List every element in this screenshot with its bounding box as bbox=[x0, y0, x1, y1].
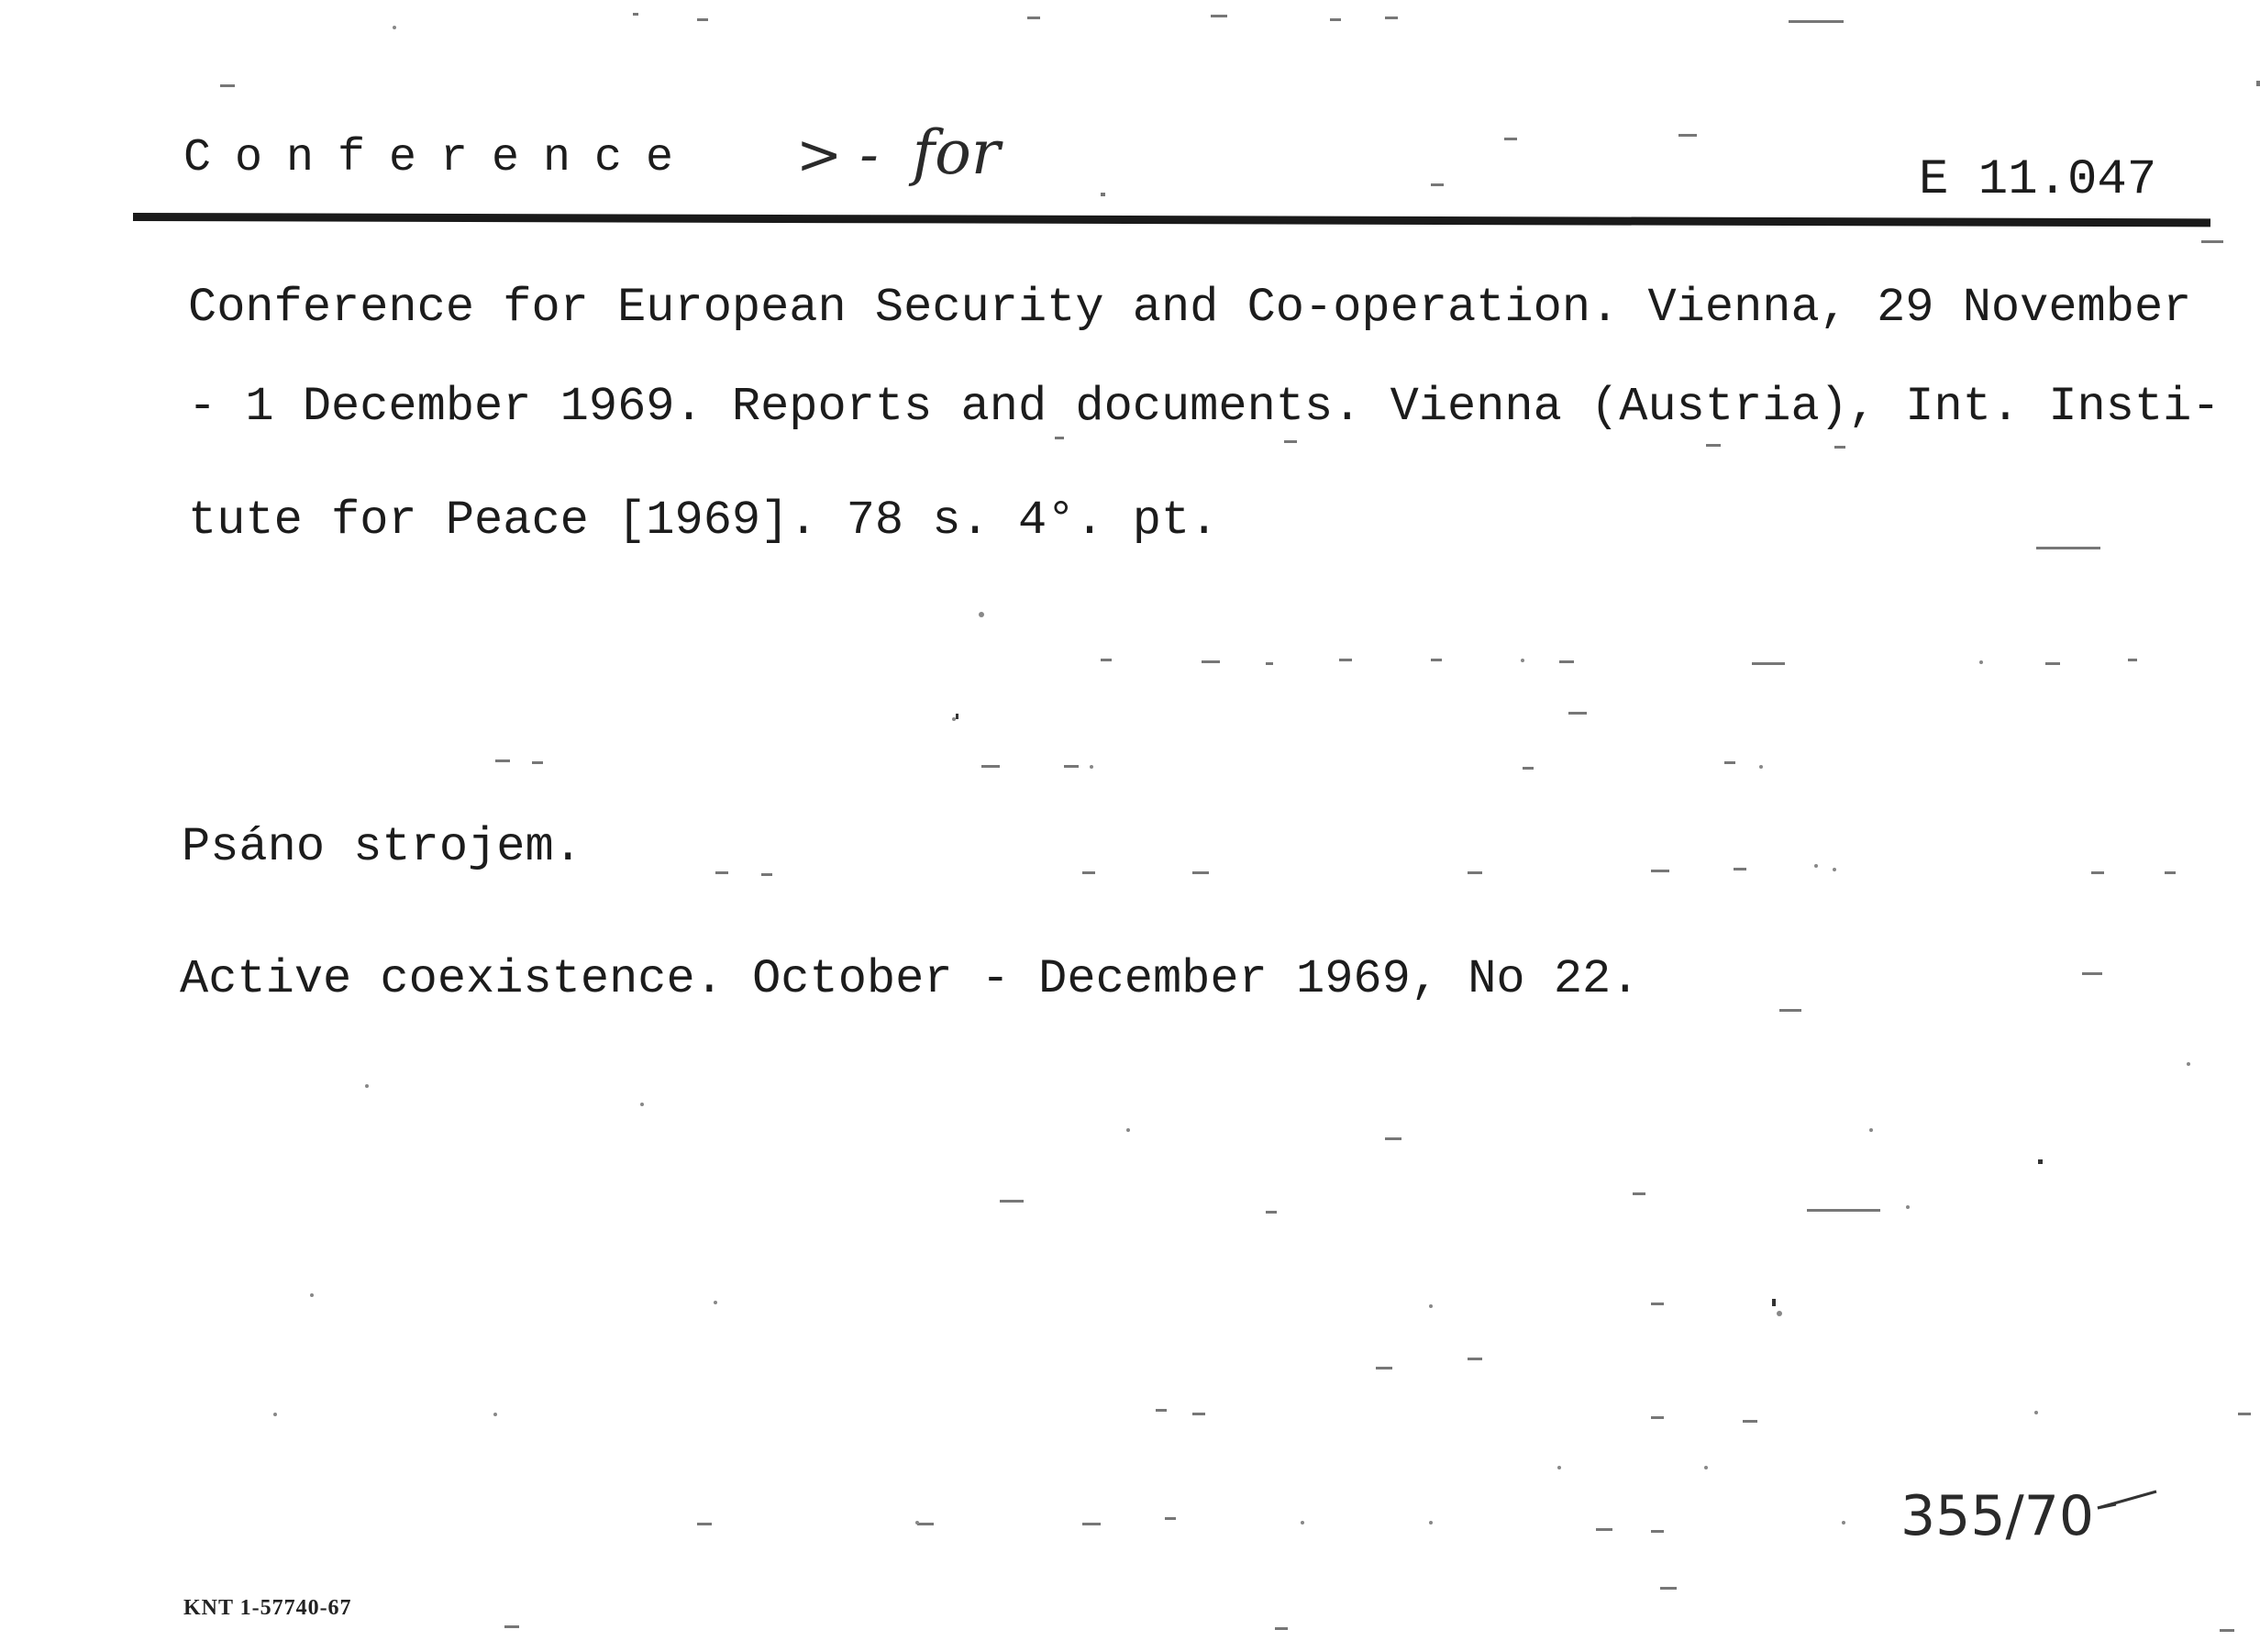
handwritten-word: for bbox=[912, 117, 1001, 188]
handwritten-dash: - bbox=[859, 123, 879, 187]
note-typed: Psáno strojem. bbox=[182, 820, 582, 874]
handwritten-annotation bbox=[796, 117, 1000, 188]
note-series: Active coexistence. October - December 1969, No 22. bbox=[180, 952, 1640, 1006]
card-heading: Conference bbox=[183, 132, 698, 184]
entry-line-3: tute for Peace [1969]. 78 s. 4°. pt. bbox=[188, 493, 1219, 548]
handwritten-marker: > bbox=[796, 123, 843, 187]
accession-number: 355/70 bbox=[1900, 1484, 2095, 1548]
handwritten-tick-mark bbox=[2096, 1488, 2160, 1515]
entry-line-1: Conference for European Security and Co-operation. Vienna, 29 November bbox=[188, 281, 2192, 335]
shelfmark: E 11.047 bbox=[1919, 152, 2157, 208]
heading-rule bbox=[133, 213, 2210, 227]
entry-line-2: - 1 December 1969. Reports and documents. Vienna (Austria), Int. Insti- bbox=[188, 380, 2221, 434]
card-footer-code: KNT 1-57740-67 bbox=[183, 1596, 352, 1620]
